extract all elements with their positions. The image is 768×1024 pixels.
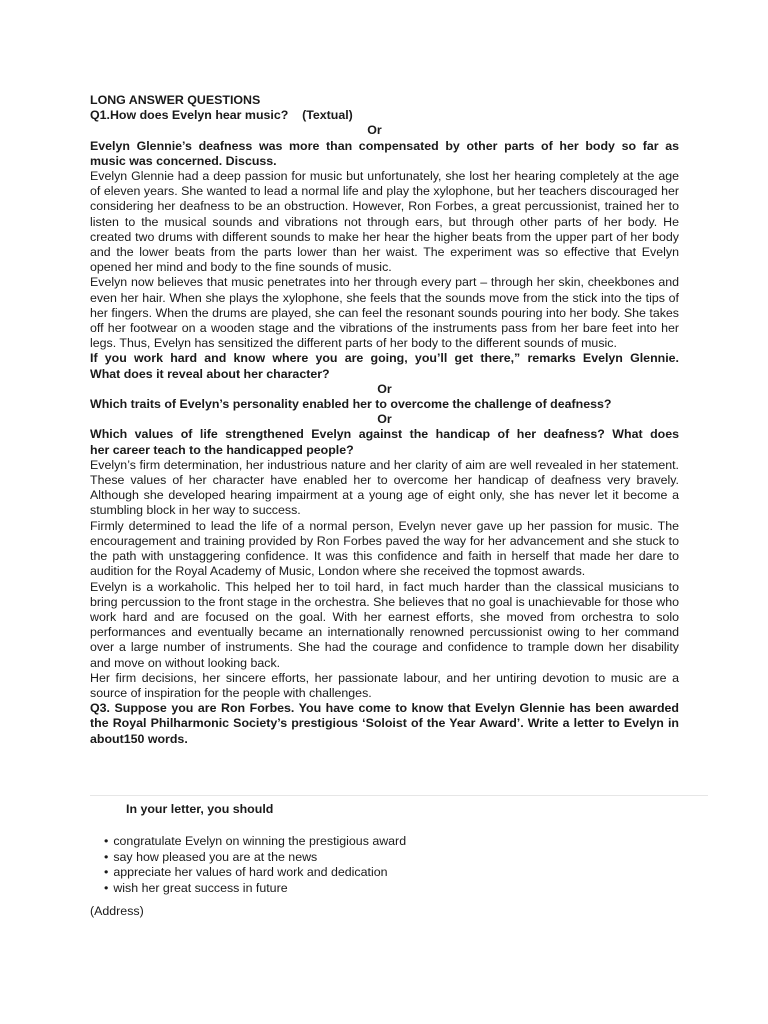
question-1-alternate-line-2: music was concerned. Discuss. — [90, 153, 277, 168]
bullet-icon: • — [104, 834, 109, 848]
list-item-text: say how pleased you are at the news — [113, 849, 318, 864]
answer-1-paragraph-2: Evelyn now believes that music penetrates into her through every part – through her skin, cheekbones and even her hair. When she plays the xylophone, she feels that the sounds move from the stick into the tips of her fingers. When the drums are played, she can feel the resonant sounds pouring into her body. She takes off her footwear on a wooden stage and the vibrations of the instruments pass from her bare feet into her legs. Thus, Evelyn has sensitized the different parts of her body to the different sounds of music. — [90, 275, 679, 351]
list-item-text: appreciate her values of hard work and dedication — [113, 865, 388, 880]
answer-2-paragraph-2: Firmly determined to lead the life of a normal person, Evelyn never gave up her passion for music. The encouragement and training provided by Ron Forbes paved the way for her advancement and she stuck to the path with unstaggering confidence. It was this confidence and faith in herself that made her dare to audition for the Royal Academy of Music, London where she received the topmost awards. — [90, 518, 679, 579]
question-1-alternate-line-1: Evelyn Glennie’s deafness was more than compensated by other parts of her body so far as — [90, 138, 679, 153]
bullet-icon: • — [104, 880, 109, 895]
instruction-list — [104, 834, 406, 896]
answer-1-paragraph-1: Evelyn Glennie had a deep passion for music but unfortunately, she lost her hearing completely at the age of eleven years. She wanted to lead a normal life and play the xylophone, but her teachers discouraged her considering her deafness to be an obstruction. However, Ron Forbes, a great percussionist, trained her to listen to the musical sounds and vibrations not through ears, but through other parts of her body. He created two drums with different sounds to make her hear the higher beats from the upper part of her body and the lower beats from the parts lower than her waist. The experiment was so effective that Evelyn opened her mind and body to the fine sounds of music. — [90, 169, 679, 275]
list-item — [104, 850, 406, 866]
section-heading: LONG ANSWER QUESTIONS — [90, 93, 261, 107]
document-body — [90, 93, 679, 747]
question-2-alternate-2-line-1: Which values of life strengthened Evelyn against the handicap of her deafness? What does — [90, 427, 679, 442]
answer-2-paragraph-3: Evelyn is a workaholic. This helped her to toil hard, in fact much harder than the classical musicians to bring percussion to the front stage in the orchestra. She believes that no goal is unachievable for those who work hard and are focused on the goal. With her earnest efforts, she moved from orchestra to solo performances and eventually became an internationally renowned percussionist owing to her command over a large number of instruments. She had the courage and confidence to trample down her disability and move on without looking back. — [90, 579, 679, 670]
question-1-title: Q1.How does Evelyn hear music? (Textual) — [90, 108, 353, 123]
question-2-title-line-1: If you work hard and know where you are going, you’ll get there,” remarks Evelyn Glennie. — [90, 351, 679, 366]
question-3-title: Q3. Suppose you are Ron Forbes. You have come to know that Evelyn Glennie has been awarded the Royal Philharmonic Society’s prestigious ‘Soloist of the Year Award’. Write a letter to Evelyn in about150 words. — [90, 701, 679, 746]
question-2-title-line-2: What does it reveal about her character? — [90, 366, 330, 381]
bullet-icon: • — [104, 849, 109, 864]
or-separator: Or — [377, 412, 392, 427]
question-2-alternate-2-line-2: her career teach to the handicapped people? — [90, 442, 354, 457]
list-item — [104, 834, 406, 850]
list-item — [104, 865, 406, 881]
answer-2-paragraph-4: Her firm decisions, her sincere efforts, her passionate labour, and her untiring devotion to music are a source of inspiration for the people with challenges. — [90, 670, 679, 700]
list-item-text: wish her great success in future — [113, 880, 288, 895]
answer-2-paragraph-1: Evelyn’s firm determination, her industrious nature and her clarity of aim are well revealed in her statement. These values of her character have enabled her to overcome her handicap of deafness very bravely. Although she developed hearing impairment at a young age of eight only, she has never let it become a stumbling block in her way to success. — [90, 457, 679, 518]
or-separator: Or — [377, 381, 392, 396]
or-separator: Or — [367, 123, 382, 138]
bullet-icon: • — [104, 865, 109, 880]
letter-instruction: In your letter, you should — [126, 802, 274, 816]
list-item-text: congratulate Evelyn on winning the prestigious award — [113, 834, 407, 848]
list-item — [104, 881, 406, 897]
question-2-alternate-1: Which traits of Evelyn’s personality enabled her to overcome the challenge of deafness? — [90, 397, 612, 412]
address-placeholder: (Address) — [90, 904, 144, 918]
section-divider — [90, 795, 708, 796]
